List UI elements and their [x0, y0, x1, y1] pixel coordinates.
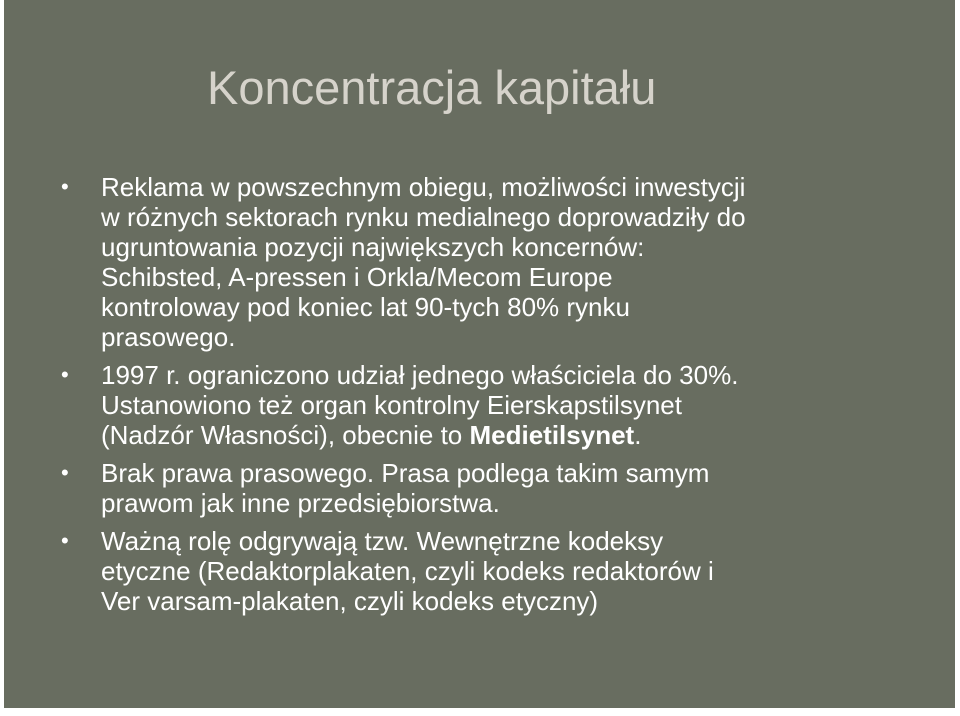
bullet-line: 1997 r. ograniczono udział jednego właściciela do 30%.: [101, 360, 739, 390]
bullet-item: [61, 526, 921, 616]
bullet-text: (Nadzór Własności), obecnie to: [101, 420, 470, 450]
bullet-line: ugruntowania pozycji największych koncernów:: [101, 232, 645, 262]
bullet-item: [61, 458, 921, 518]
bullet-icon: •: [61, 362, 69, 387]
slide: [4, 0, 955, 708]
bullet-line: prasowego.: [101, 322, 236, 352]
bullet-line: Ver varsam-plakaten, czyli kodeks etyczny): [101, 586, 599, 616]
bullet-text: .: [634, 420, 642, 450]
bullet-line: Schibsted, A-pressen i Orkla/Mecom Europe: [101, 262, 613, 292]
bullet-icon: •: [61, 528, 69, 553]
bullet-line: Ważną rolę odgrywają tzw. Wewnętrzne kodeksy: [101, 526, 664, 556]
bullet-list: [61, 172, 921, 624]
bold-term: Medietilsynet: [469, 420, 635, 450]
bullet-line-mixed: [101, 420, 921, 450]
slide-title: Koncentracja kapitału: [207, 61, 657, 114]
bullet-item: [61, 172, 921, 352]
bullet-line: Ustanowiono też organ kontrolny Eierskapstilsynet: [101, 390, 682, 420]
bullet-line: Reklama w powszechnym obiegu, możliwości inwestycji: [101, 172, 746, 202]
bullet-icon: •: [61, 174, 69, 199]
bullet-line: kontroloway pod koniec lat 90-tych 80% rynku: [101, 292, 630, 322]
bullet-line: prawom jak inne przedsiębiorstwa.: [101, 488, 500, 518]
bullet-item: [61, 360, 921, 450]
bullet-line: w różnych sektorach rynku medialnego doprowadziły do: [101, 202, 746, 232]
bullet-icon: •: [61, 460, 69, 485]
bullet-line: etyczne (Redaktorplakaten, czyli kodeks redaktorów i: [101, 556, 714, 586]
bullet-line: Brak prawa prasowego. Prasa podlega takim samym: [101, 458, 710, 488]
